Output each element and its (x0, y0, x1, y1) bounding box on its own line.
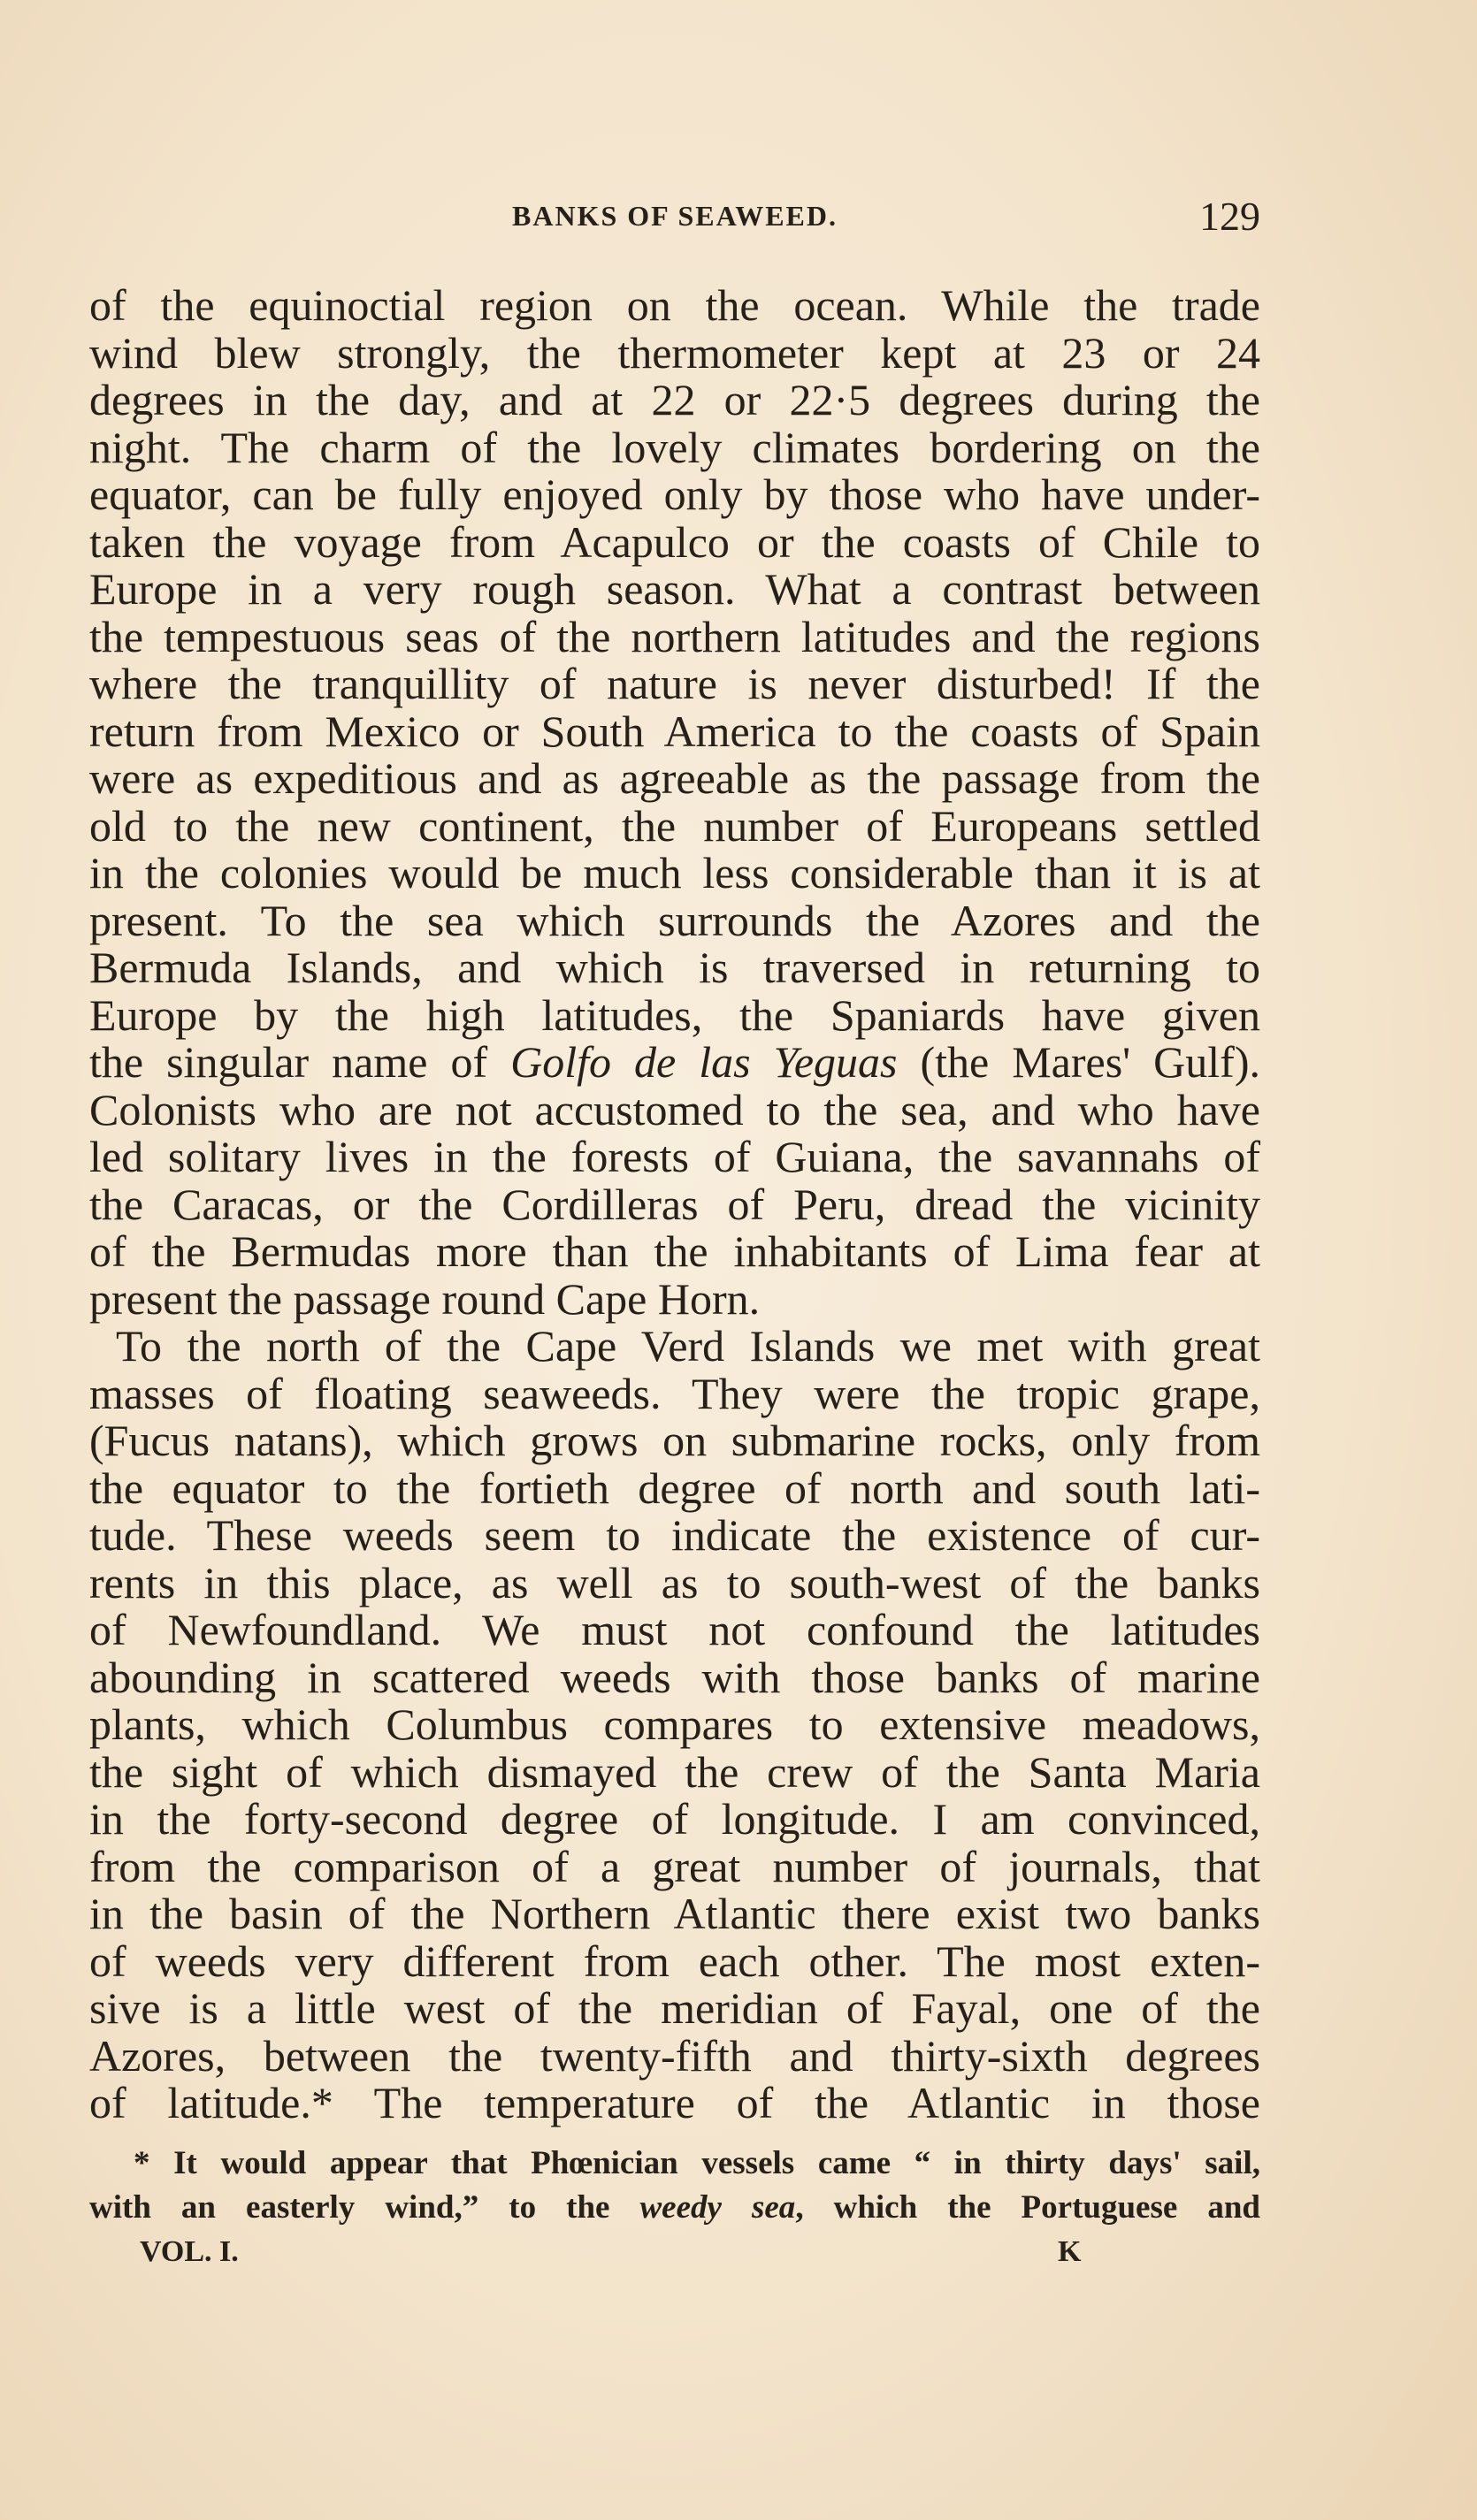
line-text: Bermuda Islands, and which is traversed in returning to (89, 943, 1260, 992)
text-line (89, 424, 1260, 472)
text-line (89, 1701, 1260, 1749)
line-text: rents in this place, as well as to south-west of the banks (89, 1557, 1260, 1607)
body-text (89, 282, 1260, 2127)
line-text: of weeds very different from each other. The most exten- (89, 1936, 1260, 1986)
text-line (89, 1512, 1260, 1560)
text-line (89, 282, 1260, 330)
line-text: , which the Portuguese and (795, 2189, 1260, 2226)
text-line (89, 1938, 1260, 1986)
line-text: from the comparison of a great number of journals, that (89, 1841, 1260, 1891)
line-text: Europe in a very rough season. What a contrast between (89, 564, 1260, 614)
text-line (89, 708, 1260, 756)
text-line (89, 850, 1260, 897)
line-text: with an easterly wind,” to the (89, 2189, 640, 2226)
line-text: wind blew strongly, the thermometer kept at 23 or 24 (89, 327, 1260, 378)
text-line (89, 2030, 1260, 2081)
text-line (89, 566, 1260, 614)
line-text: where the tranquillity of nature is never disturbed! If the (89, 659, 1260, 708)
text-line (89, 1557, 1260, 1607)
line-text: in the forty-second degree of longitude. I am convinced, (89, 1794, 1260, 1844)
line-text: night. The charm of the lovely climates bordering on the (89, 422, 1260, 472)
line-text: plants, which Columbus compares to extensive meadows, (89, 1699, 1260, 1749)
line-text: equator, can be fully enjoyed only by those who have under- (89, 470, 1260, 519)
text-line (89, 1985, 1260, 2033)
line-text: the Caracas, or the Cordilleras of Peru, dread the vicinity (89, 1179, 1260, 1229)
line-text: degrees in the day, and at 22 or 22·5 degrees during the (89, 375, 1260, 424)
line-text: in the colonies would be much less considerable than it is at (89, 848, 1260, 897)
line-text: led solitary lives in the forests of Guiana, the savannahs of (89, 1132, 1260, 1181)
text-line (89, 944, 1260, 992)
text-line (89, 1181, 1260, 1229)
line-text: * It would appear that Phœnician vessels came “ in thirty days' sail, (134, 2145, 1260, 2181)
line-text: Azores, between the twenty-fifth and thirty-sixth degrees (89, 2030, 1260, 2081)
text-line (89, 611, 1260, 661)
text-line (89, 1746, 1260, 1797)
line-text: of latitude.* The temperature of the Atlantic in those (89, 2078, 1260, 2127)
line-text: were as expeditious and as agreeable as the passage from the (89, 753, 1260, 803)
page-number: 129 (1199, 194, 1260, 239)
text-line (89, 1134, 1260, 1181)
footnote-line (89, 2186, 1260, 2230)
text-line (89, 1368, 1260, 1418)
line-text: the singular name of (89, 1037, 511, 1087)
line-text: present the passage round Cape Horn. (89, 1273, 761, 1324)
text-line (89, 1841, 1260, 1891)
text-line (89, 1417, 1260, 1465)
text-line (89, 516, 1260, 567)
volume-signature: VOL. I. (140, 2235, 239, 2268)
text-line (89, 1607, 1260, 1654)
text-line (89, 661, 1260, 708)
line-text: abounding in scattered weeds with those banks of marine (89, 1652, 1260, 1702)
line-text: the tempestuous seas of the northern latitudes and the regions (89, 611, 1260, 661)
text-line (89, 989, 1260, 1040)
text-line (89, 1228, 1260, 1276)
text-line (89, 1796, 1260, 1844)
footnote-line (89, 2142, 1260, 2186)
line-text: return from Mexico or South America to the coasts of Spain (89, 706, 1260, 756)
text-line (89, 471, 1260, 519)
text-line (89, 1273, 1260, 1324)
line-text: the equator to the fortieth degree of north and south lati- (89, 1462, 1260, 1513)
text-line (89, 1890, 1260, 1938)
line-text: (Fucus natans), which grows on submarine rocks, only from (89, 1416, 1260, 1465)
text-line (89, 1462, 1260, 1513)
text-line (89, 1039, 1260, 1087)
text-line (89, 755, 1260, 803)
line-text: sive is a little west of the meridian of Fayal, one of the (89, 1983, 1260, 2033)
running-title: BANKS OF SEAWEED. (512, 200, 838, 232)
text-line (89, 897, 1260, 945)
line-text: Colonists who are not accustomed to the sea, and who have (89, 1084, 1260, 1134)
text-line (89, 327, 1260, 378)
line-text: of the Bermudas more than the inhabitants of Lima fear at (89, 1226, 1260, 1276)
line-text: taken the voyage from Acapulco or the coasts of Chile to (89, 516, 1260, 567)
text-line (89, 1084, 1260, 1134)
line-text: in the basin of the Northern Atlantic there exist two banks (89, 1889, 1260, 1938)
line-text: To the north of the Cape Verd Islands we met with great (116, 1321, 1260, 1371)
line-text: the sight of which dismayed the crew of the Santa Maria (89, 1746, 1260, 1797)
line-text: (the Mares' Gulf). (897, 1037, 1260, 1087)
line-text: present. To the sea which surrounds the Azores and the (89, 895, 1260, 945)
italic-phrase: Golfo de las Yeguas (510, 1037, 898, 1087)
line-text: tude. These weeds seem to indicate the existence of cur- (89, 1510, 1260, 1560)
line-text: old to the new continent, the number of Europeans settled (89, 800, 1260, 851)
text-line (89, 2080, 1260, 2127)
text-line (89, 800, 1260, 851)
footnote (89, 2142, 1260, 2230)
text-line (89, 1654, 1260, 1702)
text-line (89, 1323, 1260, 1371)
gathering-signature: K (1058, 2235, 1082, 2268)
line-text: of the equinoctial region on the ocean. While the trade (89, 280, 1260, 330)
text-line (89, 377, 1260, 424)
line-text: Europe by the high latitudes, the Spaniards have given (89, 989, 1260, 1040)
italic-phrase: weedy sea (639, 2189, 796, 2226)
line-text: of Newfoundland. We must not confound the latitudes (89, 1605, 1260, 1654)
line-text: masses of floating seaweeds. They were the tropic grape, (89, 1368, 1260, 1418)
